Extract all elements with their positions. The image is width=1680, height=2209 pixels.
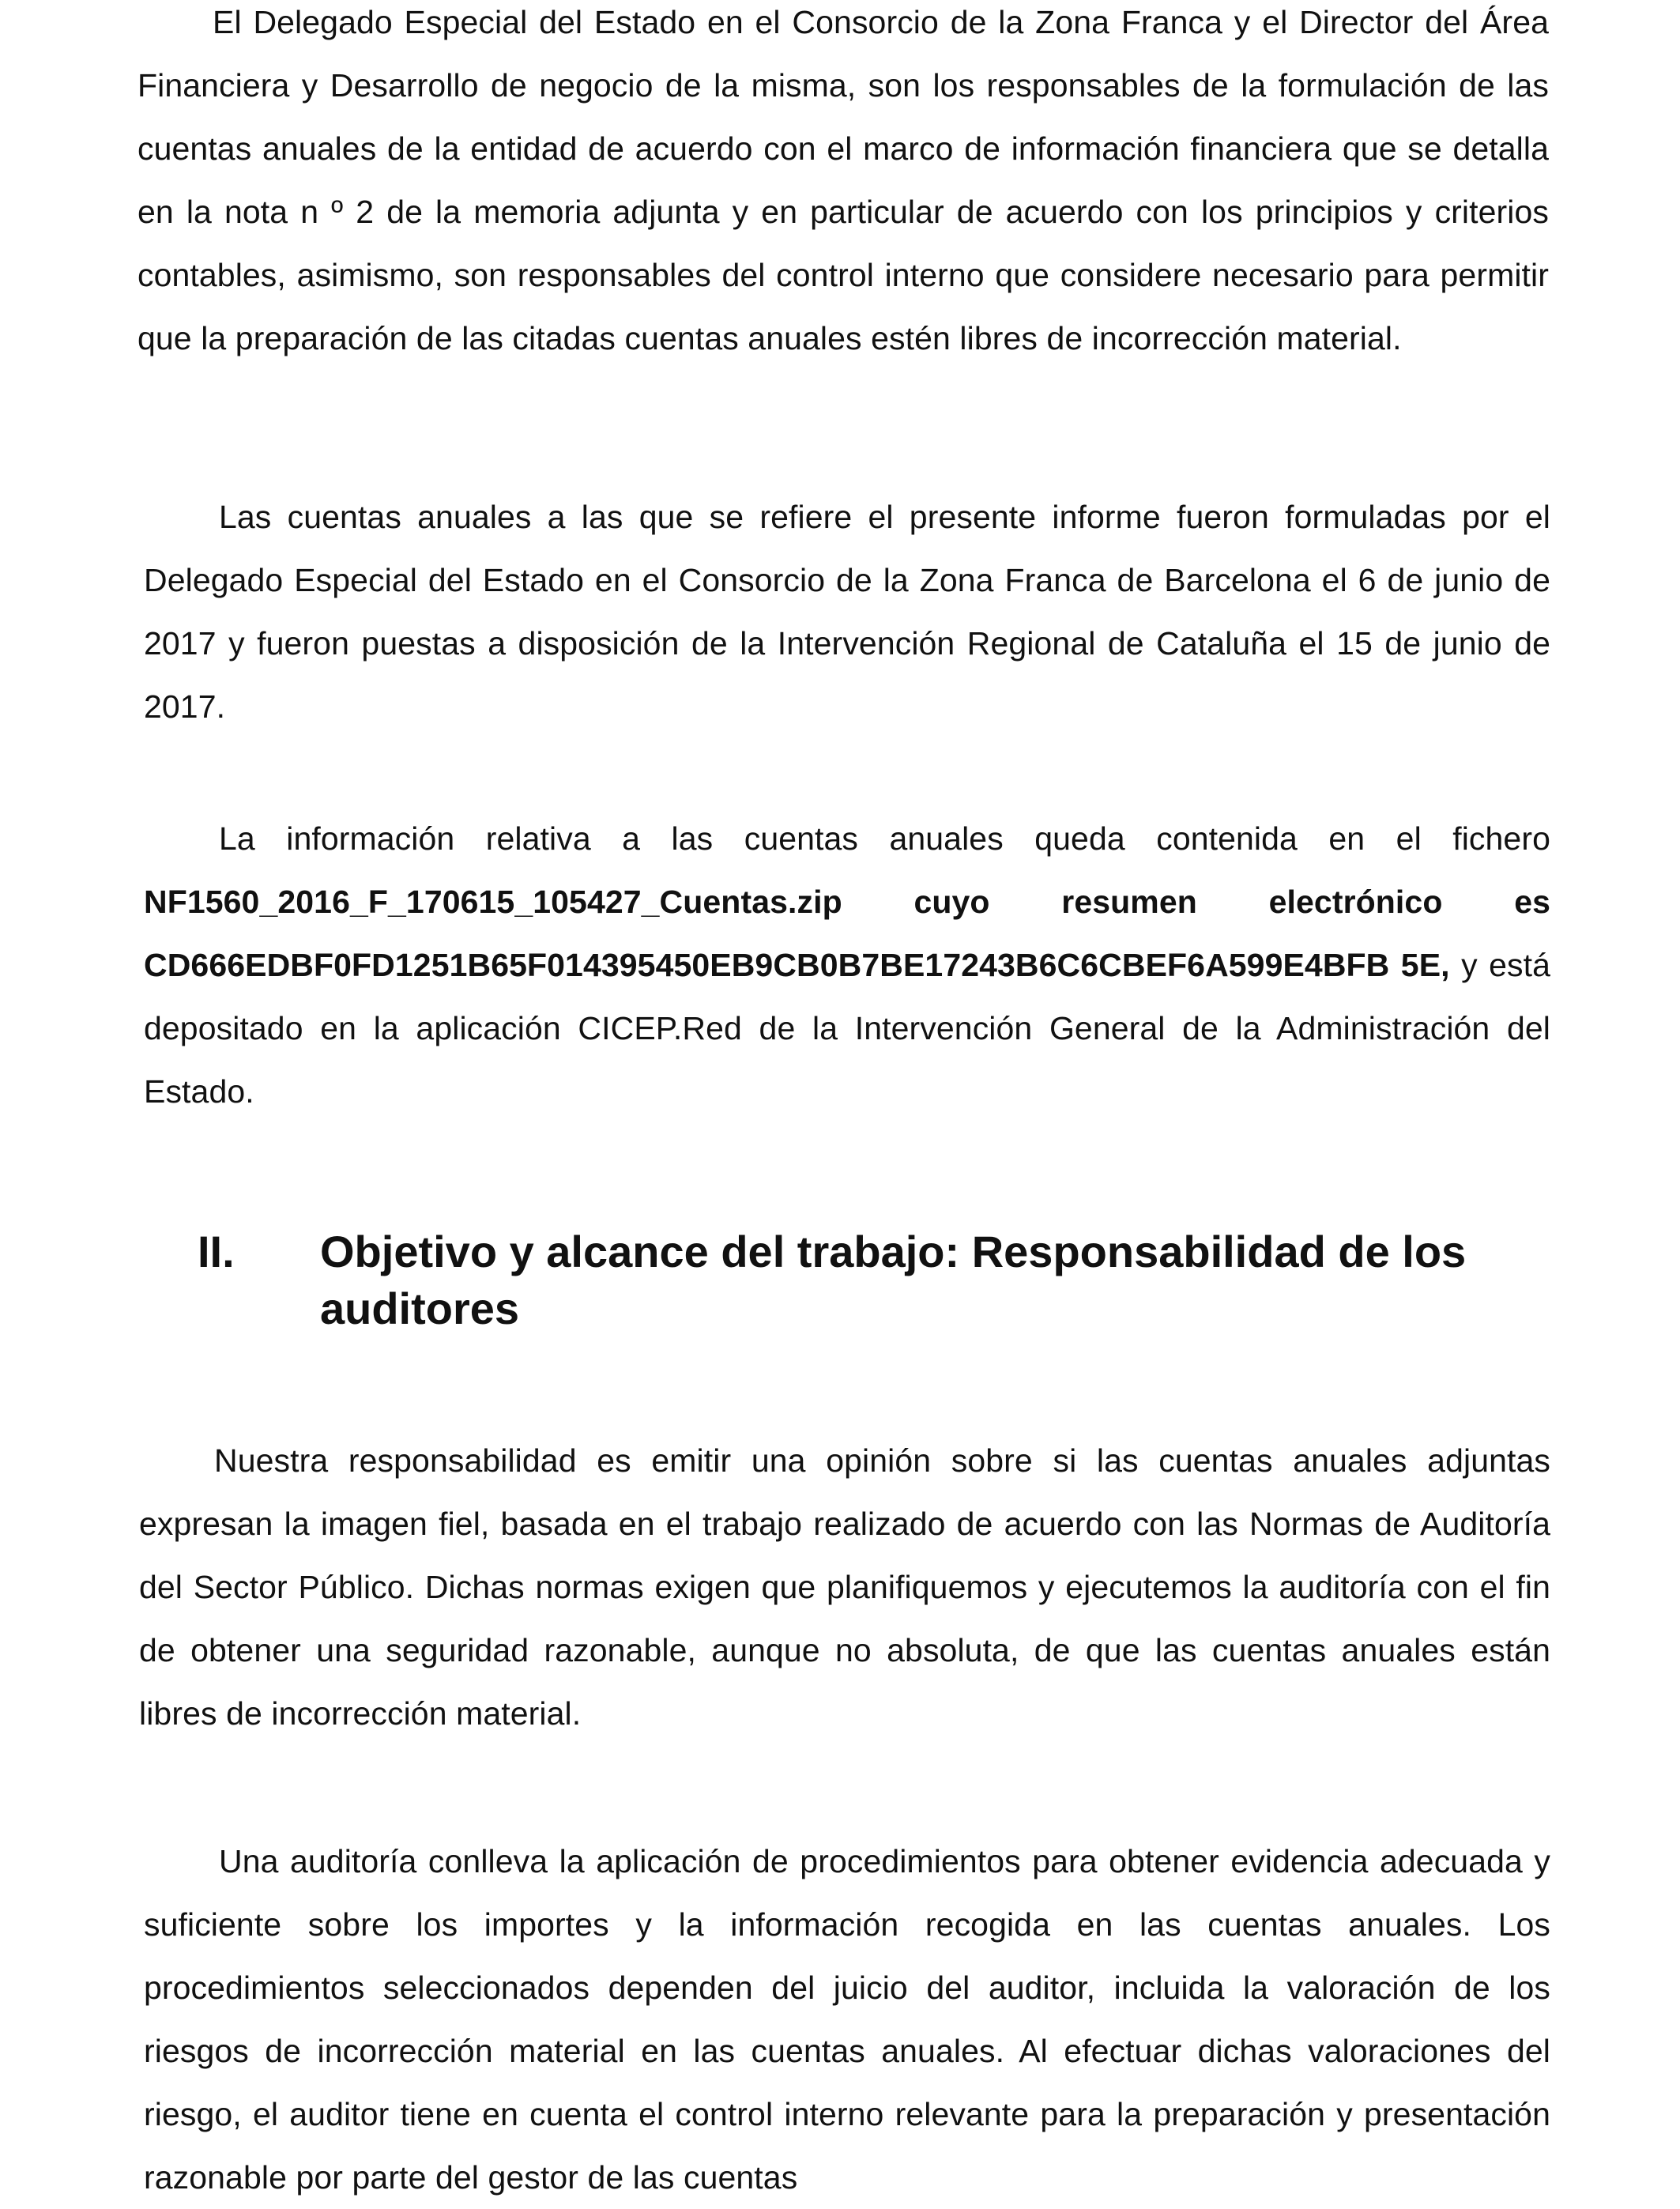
paragraph-procedimientos: Una auditoría conlleva la aplicación de procedimientos para obtener evidencia adecuada y suficiente sobre los importes y la información recogida en las cuentas anuales. Los procedimientos seleccionados dependen del juicio del auditor, incluida la valoración de los riesgos de incorrección material en las cuentas anuales. Al efectuar dichas valoraciones del riesgo, el auditor tiene en cuenta el control interno relevante para la preparación y presentación razonable por parte del gestor de las cuentas xyxy=(144,1843,1550,2196)
paragraph-formulacion: Las cuentas anuales a las que se refiere el presente informe fueron formuladas por el Delegado Especial del Estado en el Consorcio de la Zona Franca de Barcelona el 6 de junio de 2017 y fueron puestas a disposición de la Intervención Regional de Cataluña el 15 de junio de 2017. xyxy=(144,499,1550,725)
fichero-intro-text: La información relativa a las cuentas anuales queda contenida en el fichero xyxy=(219,820,1550,857)
paragraph-responsables: El Delegado Especial del Estado en el Consorcio de la Zona Franca y el Director del Área Financiera y Desarrollo de negocio de la misma, son los responsables de la formulación de las cuentas anuales de la entidad de acuerdo con el marco de información financiera que se detalla en la nota n º 2 de la memoria adjunta y en particular de acuerdo con los principios y criterios contables, asimismo, son responsables del control interno que considere necesario para permitir que la preparación de las citadas cuentas anuales estén libres de incorrección material. xyxy=(137,4,1549,356)
section-number: II. xyxy=(198,1227,235,1276)
section-title: Objetivo y alcance del trabajo: Responsabilidad de los auditores xyxy=(320,1227,1467,1333)
paragraph-responsabilidad: Nuestra responsabilidad es emitir una opinión sobre si las cuentas anuales adjuntas expresan la imagen fiel, basada en el trabajo realizado de acuerdo con las Normas de Auditoría del Sector Público. Dichas normas exigen que planifiquemos y ejecutemos la auditoría con el fin de obtener una seguridad razonable, aunque no absoluta, de que las cuentas anuales están libres de incorrección material. xyxy=(139,1442,1550,1732)
fichero-rest-text: y está depositado en la aplicación CICEP.Red de la Intervención General de la Administración del Estado. xyxy=(144,947,1550,1110)
fichero-name-hash: NF1560_2016_F_170615_105427_Cuentas.zip cuyo resumen electrónico es CD666EDBF0FD1251B65F014395450EB9CB0B7BE17243B6C6CBEF6A599E4BFB 5E, xyxy=(144,884,1550,983)
paragraph-fichero xyxy=(144,807,1550,1123)
